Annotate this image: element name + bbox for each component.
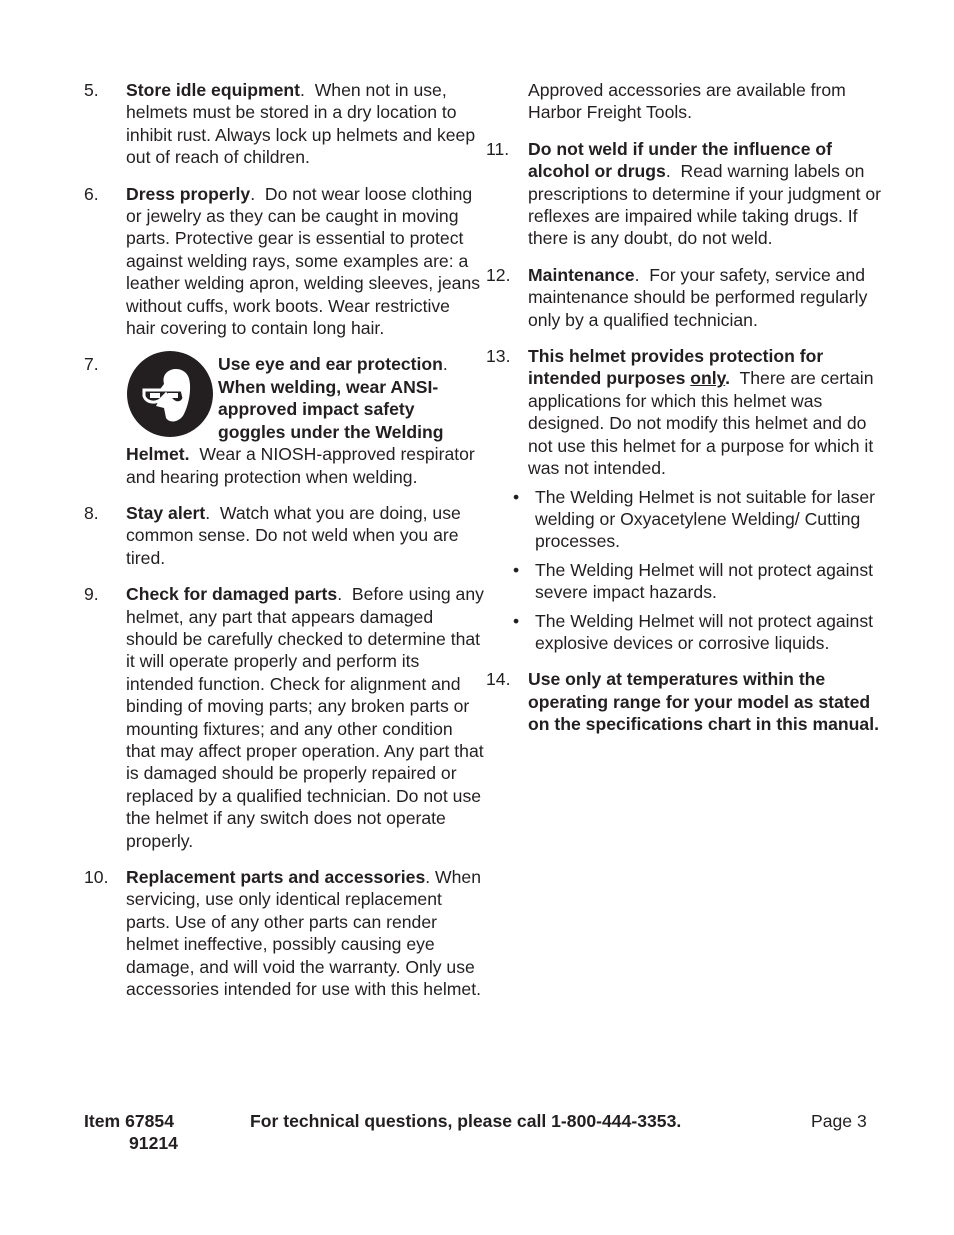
- bullet-text: The Welding Helmet will not protect against explosive devices or corrosive liquids.: [535, 610, 874, 653]
- list-item: [486, 345, 886, 654]
- safety-goggles-icon: [126, 350, 214, 438]
- item-title: Dress properly: [126, 183, 251, 204]
- item-title: Check for damaged parts: [126, 584, 338, 605]
- item-number: 13.: [486, 346, 511, 367]
- list-item: [84, 183, 484, 340]
- item-title: Stay alert: [126, 502, 206, 523]
- item-body: Watch what you are doing, use common sense. Do not weld when you are tired.: [126, 502, 461, 568]
- list-item: [84, 353, 484, 487]
- list-item: [84, 583, 484, 852]
- item-separator: .: [634, 264, 650, 285]
- item-number: 10.: [84, 867, 109, 887]
- page-number: Page 3: [811, 1111, 867, 1131]
- bullet-glyph: •: [513, 486, 520, 507]
- right-column: [486, 79, 886, 750]
- item-number-secondary: 91214: [129, 1133, 178, 1154]
- item-body: Wear a NIOSH-approved respirator and hearing protection when welding.: [126, 444, 480, 487]
- footer-phone-text: For technical questions, please call 1-800-444-3353.: [250, 1111, 682, 1131]
- item-title: This helmet provides protection for intended purposes: [528, 346, 824, 389]
- item-number: 8.: [84, 502, 99, 523]
- list-item: [84, 502, 484, 569]
- left-column: [84, 79, 484, 1014]
- list-item: [486, 138, 886, 250]
- item-separator: .: [442, 354, 448, 375]
- bullet-text: The Welding Helmet will not protect against severe impact hazards.: [535, 559, 874, 603]
- item-separator: .: [300, 80, 315, 100]
- bullet-glyph: •: [513, 610, 520, 631]
- item-bold-body: When welding, wear ANSI-approved impact safety goggles under the Welding Helmet.: [126, 376, 444, 465]
- item-title: Maintenance: [528, 264, 635, 285]
- item-number: 14.: [486, 669, 511, 690]
- item-title: Replacement parts and accessories: [126, 867, 426, 887]
- list-item: [486, 668, 886, 735]
- item-number: 9.: [84, 584, 99, 605]
- item-title: Use eye and ear protection: [218, 354, 443, 375]
- item-body: Read warning labels on prescriptions to determine if your judgment or reflexes are impaired while taking drugs. If there is any doubt, do not weld.: [528, 161, 882, 249]
- bullet-glyph: •: [513, 559, 520, 580]
- footer-item-number: [84, 1110, 178, 1155]
- item-body: When not in use, helmets must be stored in a dry location to inhibit rust. Always lock up helmets and keep out of reach of children.: [126, 80, 476, 168]
- item-title: Do not weld if under the influence of alcohol or drugs: [528, 138, 832, 182]
- item-body: Do not wear loose clothing or jewelry as they can be caught in moving parts. Protective gear is essential to protect against welding rays, some examples are: a leather welding apron, welding sleeves, jeans without cuffs, work boots. Wear restrictive hair covering to contain long hair.: [126, 183, 481, 339]
- list-item: [84, 79, 484, 169]
- bullet-list: [486, 486, 886, 655]
- bullet-item: [486, 486, 886, 553]
- item-number: 6.: [84, 183, 99, 204]
- item-number: 7.: [84, 354, 99, 375]
- item-number: 12.: [486, 264, 511, 285]
- bullet-item: [486, 559, 886, 604]
- item-separator: .: [250, 183, 265, 204]
- bullet-text: The Welding Helmet is not suitable for laser welding or Oxyacetylene Welding/ Cutting processes.: [535, 486, 875, 552]
- item-separator: .: [425, 867, 431, 887]
- item-number: 5.: [84, 80, 99, 100]
- item-body: When servicing, use only identical replacement parts. Use of any other parts can render helmet ineffective, possibly causing eye damage, and will void the warranty. Only use accessories intended for use with this helmet.: [126, 867, 481, 1000]
- item-title-end: .: [725, 368, 731, 389]
- item-separator: .: [665, 161, 681, 182]
- continuation-text: Approved accessories are available from Harbor Freight Tools.: [528, 80, 846, 123]
- list-item: [486, 264, 886, 331]
- item-body: Before using any helmet, any part that appears damaged should be carefully checked to determine that it will operate properly and perform its intended function. Check for alignment and binding of moving parts; any broken parts or mounting fixtures; and any other condition that may affect proper operation. Any part that is damaged should be properly repaired or replaced by a qualified technician. Do not use the helmet if any switch does not operate properly.: [126, 584, 484, 851]
- item-separator: .: [205, 502, 220, 523]
- bullet-item: [486, 610, 886, 655]
- item-separator: .: [337, 584, 352, 605]
- item-title: Use only at temperatures within the operating range for your model as stated on the specifications chart in this manual.: [528, 669, 879, 735]
- item-label: Item 67854: [84, 1111, 174, 1131]
- list-item: [84, 866, 484, 1000]
- item-body: For your safety, service and maintenance should be performed regularly only by a qualified technician.: [528, 264, 868, 330]
- item-body: There are certain applications for which this helmet was designed. Do not modify this helmet and do not use this helmet for a purpose for which it was not intended.: [528, 368, 879, 479]
- item-title-underline: only: [690, 368, 726, 389]
- item-number: 11.: [486, 138, 510, 159]
- item-title: Store idle equipment: [126, 80, 301, 100]
